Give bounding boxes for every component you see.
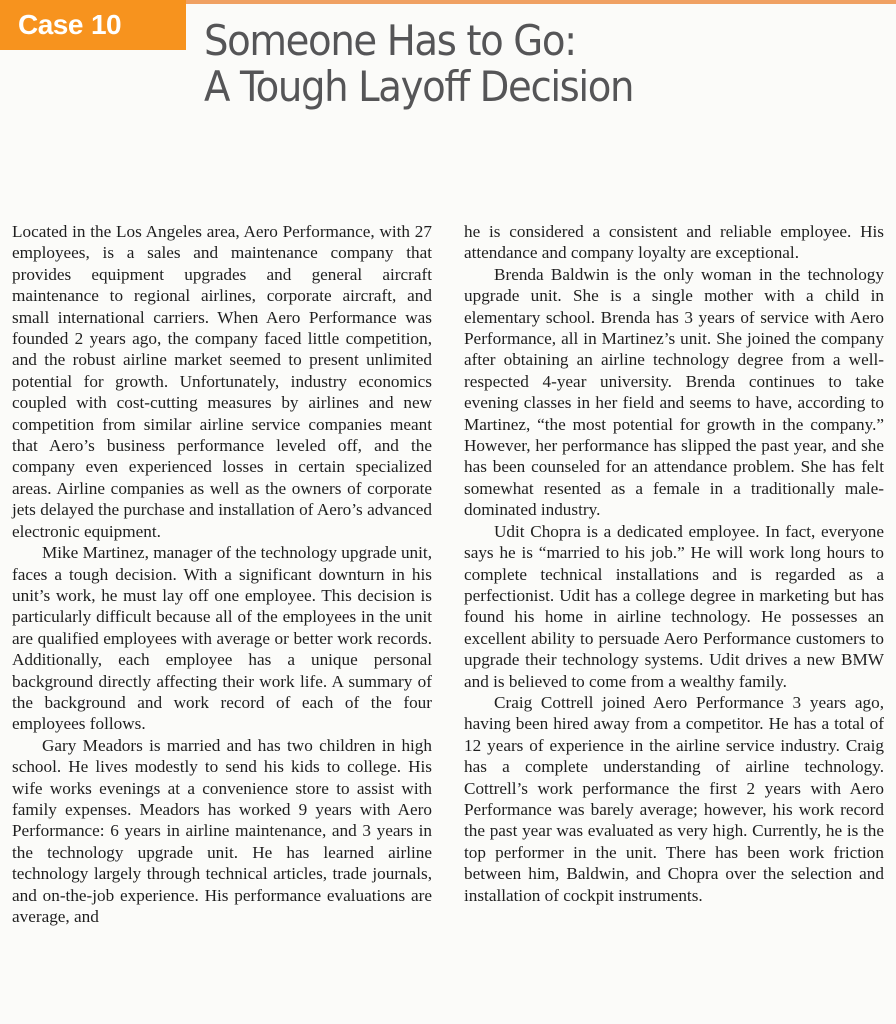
title-line-2: A Tough Layoff Decision (204, 62, 634, 111)
title-line-1: Someone Has to Go: (204, 16, 576, 65)
paragraph-meadors-cont: he is considered a consistent and reliable employee. His attendance and company loyalty are exceptional. (464, 222, 884, 263)
right-column (464, 221, 884, 1021)
case-label: Case (18, 9, 83, 40)
paragraph-baldwin: Brenda Baldwin is the only woman in the technology upgrade unit. She is a single mother with a child in elementary school. Brenda has 3 years of service with Aero Performance, all in Martinez’s unit. She joined the company after obtaining an airline technology degree from a well-respected 4-year university. Brenda continues to take evening classes in her field and seems to have, according to Martinez, “the most potential for growth in the company.” However, her performance has slipped the past year, and she has been counseled for an attendance problem. She has felt somewhat resented as a female in a traditionally male-dominated industry. (464, 264, 884, 520)
paragraph-intro: Located in the Los Angeles area, Aero Performance, with 27 employees, is a sales and maintenance company that provides equipment upgrades and general aircraft maintenance to regional airlines, corporate aircraft, and small international carriers. When Aero Performance was founded 2 years ago, the company faced little competition, and the robust airline market seemed to present unlimited potential for growth. Unfortunately, industry economics coupled with cost-cutting measures by airlines and new competition from similar airline service companies meant that Aero’s business performance leveled off, and the company even experienced losses in certain specialized areas. Airline companies as well as the owners of corporate jets delayed the purchase and installation of Aero’s advanced electronic equipment. (12, 222, 432, 541)
case-number: 10 (90, 9, 122, 40)
case-badge (0, 0, 186, 50)
body-columns (12, 221, 884, 1021)
case-title (204, 18, 633, 110)
paragraph-martinez: Mike Martinez, manager of the technology upgrade unit, faces a tough decision. With a significant downturn in his unit’s work, he must lay off one employee. This decision is particularly difficult because all of the employees in the unit are qualified employees with average or better work records. Additionally, each employee has a unique personal background directly affecting their work life. A summary of the background and work record of each of the four employees follows. (12, 543, 432, 734)
paragraph-cottrell: Craig Cottrell joined Aero Performance 3 years ago, having been hired away from a competitor. He has a total of 12 years of experience in the airline service industry. Craig has a complete understanding of airline technology. Cottrell’s work performance the first 2 years with Aero Performance was barely average; however, his work record the past year was evaluated as very high. Currently, he is the top performer in the unit. There has been work friction between him, Baldwin, and Chopra over the selection and installation of cockpit instruments. (464, 692, 884, 905)
left-column (12, 221, 432, 1021)
paragraph-meadors: Gary Meadors is married and has two children in high school. He lives modestly to send his kids to college. His wife works evenings at a convenience store to assist with family expenses. Meadors has worked 9 years with Aero Performance: 6 years in airline maintenance, and 3 years in the technology upgrade unit. He has learned airline technology largely through technical articles, trade journals, and on-the-job experience. His performance evaluations are average, and (12, 735, 432, 926)
paragraph-chopra: Udit Chopra is a dedicated employee. In fact, everyone says he is “married to his job.” He will work long hours to complete technical installations and is regarded as a perfectionist. Udit has a college degree in marketing but has found his home in airline technology. He possesses an excellent ability to persuade Aero Performance customers to upgrade their technology systems. Udit drives a new BMW and is believed to come from a wealthy family. (464, 521, 884, 691)
